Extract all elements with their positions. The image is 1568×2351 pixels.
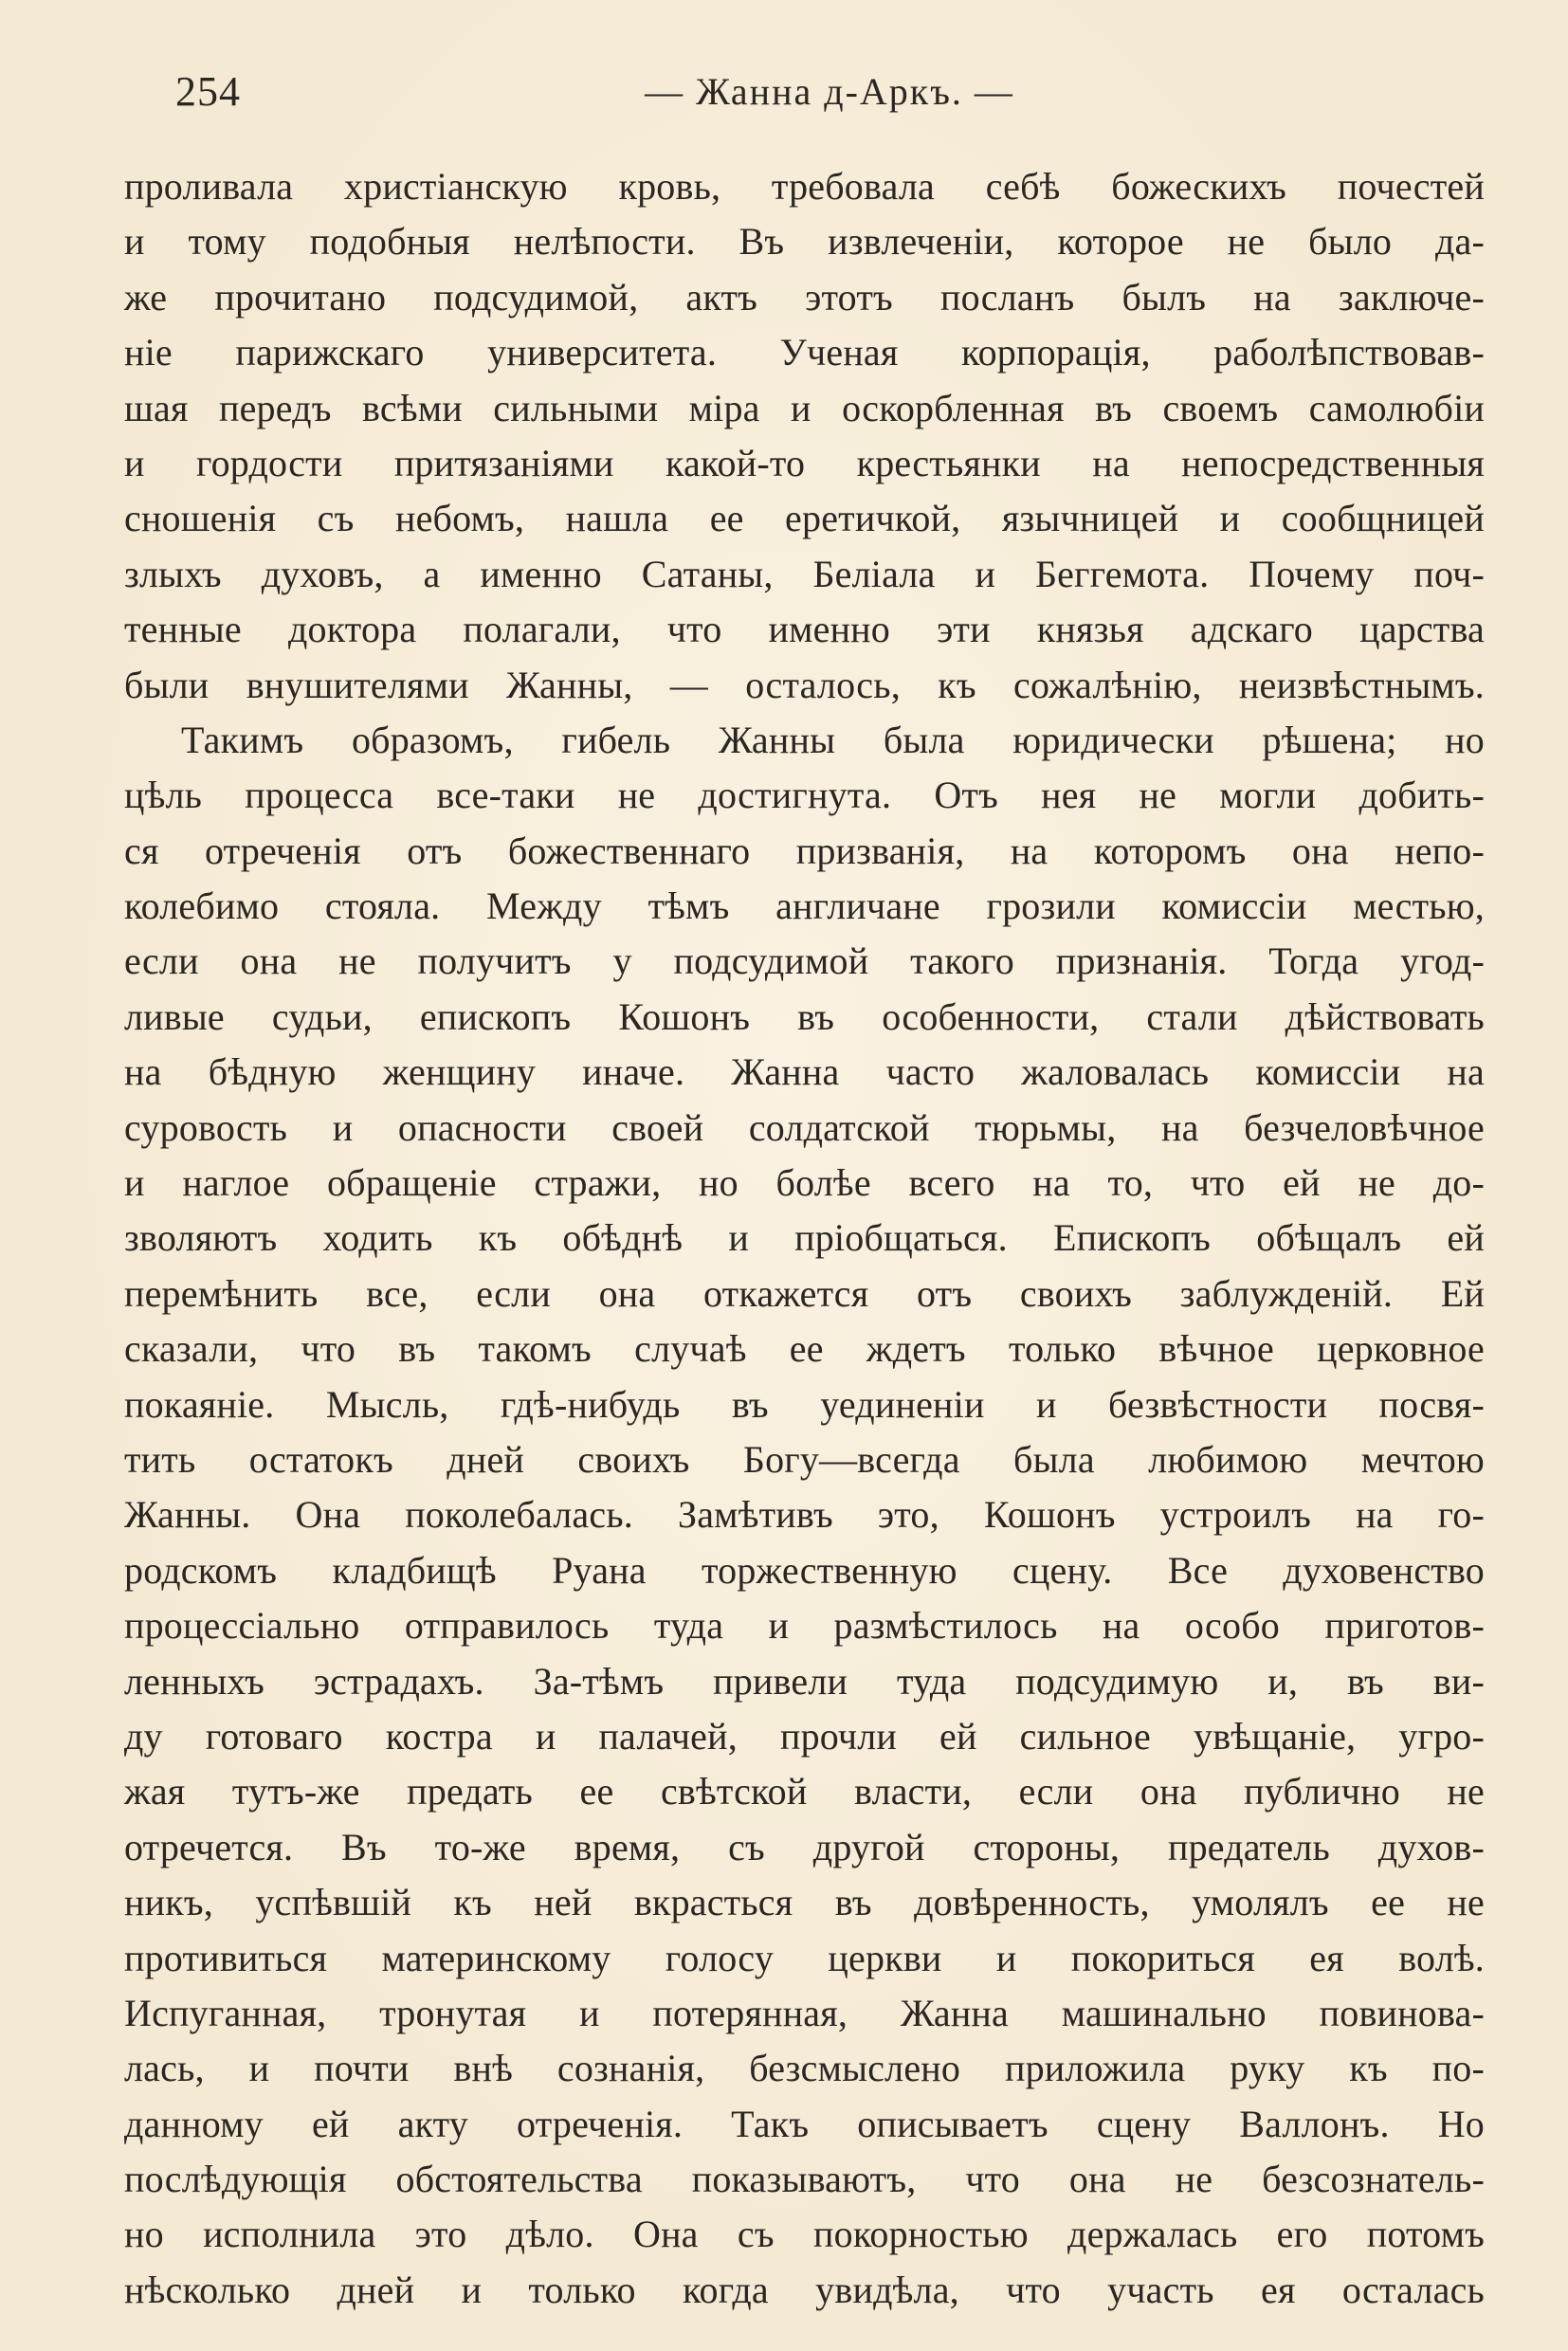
- text-line: перемѣнить все, если она откажется отъ своихъ заблужденій. Ей: [124, 1271, 1485, 1315]
- text-line: никъ, успѣвшій къ ней вкрасться въ довѣренность, умолялъ ее не: [124, 1881, 1485, 1924]
- running-title: — Жанна д-Аркъ. —: [645, 70, 1014, 113]
- text-line: процессіально отправилось туда и размѣстилось на особо приготов-: [124, 1604, 1485, 1648]
- text-line: и тому подобныя нелѣпости. Въ извлеченіи, которое не было да-: [124, 220, 1485, 264]
- text-line: сношенія съ небомъ, нашла ее еретичкой, язычницей и сообщницей: [124, 497, 1485, 540]
- text-line: шая передъ всѣми сильными міра и оскорбленная въ своемъ самолюбіи: [124, 386, 1485, 429]
- text-line: данному ей акту отреченія. Такъ описываетъ сцену Валлонъ. Но: [124, 2102, 1485, 2145]
- text-line: колебимо стояла. Между тѣмъ англичане грозили комиссіи местью,: [124, 884, 1485, 928]
- text-line: но исполнила это дѣло. Она съ покорностью держалась его потомъ: [124, 2213, 1485, 2256]
- text-line: нѣсколько дней и только когда увидѣла, что участь ея осталась: [124, 2268, 1485, 2311]
- page-number: 254: [175, 68, 241, 115]
- text-line: и гордости притязаніями какой-то крестьянки на непосредственныя: [124, 441, 1485, 484]
- text-line: если она не получитъ у подсудимой такого признанія. Тогда угод-: [124, 939, 1485, 983]
- text-line: послѣдующія обстоятельства показываютъ, что она не безсознатель-: [124, 2158, 1485, 2201]
- text-line: цѣль процесса все-таки не достигнута. Отъ нея не могли добить-: [124, 774, 1485, 817]
- text-line: сказали, что въ такомъ случаѣ ее ждетъ только вѣчное церковное: [124, 1327, 1485, 1371]
- text-line: ніе парижскаго университета. Ученая корпорація, раболѣпствовав-: [124, 331, 1485, 374]
- page-header: [175, 59, 1484, 125]
- text-line: злыхъ духовъ, а именно Сатаны, Беліала и Беггемота. Почему поч-: [124, 552, 1485, 595]
- text-line: родскомъ кладбищѣ Руана торжественную сцену. Все духовенство: [124, 1548, 1485, 1592]
- text-line: же прочитано подсудимой, актъ этотъ посланъ былъ на заключе-: [124, 275, 1485, 319]
- text-line: жая тутъ-же предать ее свѣтской власти, если она публично не: [124, 1770, 1485, 1813]
- text-line: лась, и почти внѣ сознанія, безсмыслено приложила руку къ по-: [124, 2047, 1485, 2090]
- text-line: Испуганная, тронутая и потерянная, Жанна машинально повинова-: [124, 1991, 1485, 2034]
- text-line: противиться материнскому голосу церкви и покориться ея волѣ.: [124, 1936, 1485, 1979]
- paragraph-first-line: Такимъ образомъ, гибель Жанны была юридически рѣшена; но: [181, 718, 1485, 761]
- text-line: суровость и опасности своей солдатской тюрьмы, на безчеловѣчное: [124, 1105, 1485, 1149]
- text-line: проливала христіанскую кровь, требовала себѣ божескихъ почестей: [124, 165, 1485, 208]
- text-line: ленныхъ эстрадахъ. За-тѣмъ привели туда подсудимую и, въ ви-: [124, 1659, 1485, 1703]
- text-line: покаяніе. Мысль, гдѣ-нибудь въ уединеніи и безвѣстности посвя-: [124, 1382, 1485, 1426]
- text-line: ся отреченія отъ божественнаго призванія, на которомъ она непо-: [124, 829, 1485, 872]
- text-line: ливые судьи, епископъ Кошонъ въ особенности, стали дѣйствовать: [124, 994, 1485, 1038]
- body-text: [124, 159, 1485, 2318]
- text-line: зволяютъ ходить къ обѣднѣ и пріобщаться. Епископъ обѣщалъ ей: [124, 1216, 1485, 1260]
- text-line: тить остатокъ дней своихъ Богу—всегда была любимою мечтою: [124, 1437, 1485, 1481]
- text-line: на бѣдную женщину иначе. Жанна часто жаловалась комиссіи на: [124, 1050, 1485, 1094]
- text-line: тенные доктора полагали, что именно эти князья адскаго царства: [124, 608, 1485, 651]
- text-line: отречется. Въ то-же время, съ другой стороны, предатель духов-: [124, 1825, 1485, 1868]
- text-line: и наглое обращеніе стражи, но болѣе всего на то, что ей не до-: [124, 1161, 1485, 1205]
- text-line: ду готоваго костра и палачей, прочли ей сильное увѣщаніе, угро-: [124, 1714, 1485, 1758]
- text-line: Жанны. Она поколебалась. Замѣтивъ это, Кошонъ устроилъ на го-: [124, 1493, 1485, 1537]
- text-line: были внушителями Жанны, — осталось, къ сожалѣнію, неизвѣстнымъ.: [124, 663, 1485, 706]
